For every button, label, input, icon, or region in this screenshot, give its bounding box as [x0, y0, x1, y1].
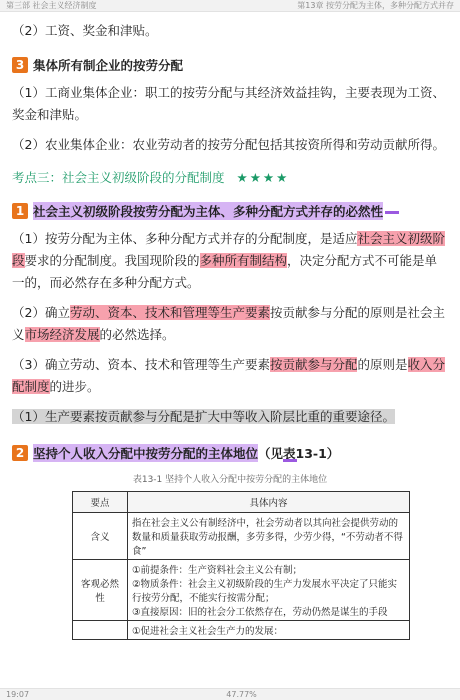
paragraph: （2）工资、奖金和津贴。 [12, 23, 158, 38]
page-content [0, 20, 460, 640]
section-number-badge: 1 [12, 203, 28, 219]
table-cell [128, 560, 410, 621]
section-heading [12, 202, 448, 220]
reader-header [0, 0, 460, 12]
text-run: 的必然选择。 [99, 327, 175, 342]
text-run: （2）确立 [12, 305, 70, 320]
highlight[interactable]: 收入分配制度 [12, 357, 446, 394]
highlight[interactable]: 多种所有制结构 [199, 253, 288, 268]
table-cell-line: ②物质条件：社会主义初级阶段的生产力发展水平决定了只能实行按劳分配，不能实行按需分配； [132, 579, 398, 604]
section-heading [12, 444, 448, 462]
exam-point-title: 考点三：社会主义初级阶段的分配制度 [12, 170, 225, 185]
text-run: （1）按劳分配为主体、多种分配方式并存的分配制度，是适应 [12, 231, 358, 246]
section-label: 第13章 按劳分配为主体，多种分配方式并存 [297, 1, 454, 10]
table-cell: 指在社会主义公有制经济中，社会劳动者以其向社会提供劳动的数量和质量获取劳动报酬，多劳多得，少劳少得，“不劳动者不得食” [128, 513, 410, 560]
table-cell-key [73, 621, 128, 640]
highlight[interactable]: 社会主义初级阶段 [12, 231, 445, 268]
table-cell: ①促进社会主义社会生产力的发展： [128, 621, 410, 640]
paragraph: （2）农业集体企业：农业劳动者的按劳分配包括其按资所得和劳动贡献所得。 [12, 137, 445, 152]
table-header-cell: 具体内容 [128, 492, 410, 513]
exam-point-heading [12, 168, 448, 186]
text-run: （3）确立劳动、资本、技术和管理等生产要素 [12, 357, 270, 372]
paragraph [12, 228, 448, 294]
paragraph [12, 354, 448, 398]
highlight[interactable]: 市场经济发展 [24, 327, 100, 342]
table-cell-key: 客观必然性 [73, 560, 128, 621]
table-header-cell: 要点 [73, 492, 128, 513]
table-cell-line: ③直接原因：旧的社会分工依然存在，劳动仍然是谋生的手段 [132, 607, 388, 618]
table-row [73, 560, 410, 621]
section-number-badge: 2 [12, 445, 28, 461]
section-number-badge: 3 [12, 57, 28, 73]
table-row [73, 513, 410, 560]
text-run: 的原则是 [357, 357, 408, 372]
paragraph: （1）工商业集体企业：职工的按劳分配与其经济效益挂钩，主要表现为工资、奖金和津贴。 [12, 85, 445, 122]
chapter-label: 第三部 社会主义经济制度 [6, 1, 97, 10]
highlight[interactable]: （1）生产要素按贡献参与分配是扩大中等收入阶层比重的重要途径。 [12, 409, 395, 424]
content-table [72, 491, 410, 640]
section-title: 社会主义初级阶段按劳分配为主体、多种分配方式并存的必然性 [33, 204, 384, 219]
section-title: 坚持个人收入分配中按劳分配的主体地位 [33, 446, 259, 461]
paragraph [12, 302, 448, 346]
text-run: 按贡献参与分配的原则是社会主义 [12, 305, 445, 342]
table-reference: （见表13-1） [258, 446, 340, 461]
table-caption: 表13-1 坚持个人收入分配中按劳分配的主体地位 [132, 475, 328, 485]
table-row [73, 621, 410, 640]
table-header-row [73, 492, 410, 513]
section-heading [12, 56, 448, 74]
text-run: 的进步。 [49, 379, 100, 394]
table-cell-key: 含义 [73, 513, 128, 560]
rating-stars: ★★★★ [236, 169, 290, 185]
reading-progress: 47.77% [226, 690, 257, 699]
table-cell-line: ①前提条件：生产资料社会主义公有制； [132, 565, 303, 576]
reader-footer [0, 688, 460, 700]
clock: 19:07 [6, 690, 30, 699]
text-run: ，决定分配方式不可能是单一的，而必然存在多种分配方式。 [12, 253, 438, 290]
annotation-marker-icon[interactable] [385, 208, 399, 214]
highlight[interactable]: 按贡献参与分配 [269, 357, 358, 372]
annotation-marker-icon[interactable] [283, 456, 297, 462]
paragraph [12, 406, 448, 428]
section-title: 集体所有制企业的按劳分配 [33, 58, 184, 73]
highlight[interactable]: 劳动、资本、技术和管理等生产要素 [69, 305, 270, 320]
text-run: 要求的分配制度。我国现阶段的 [24, 253, 200, 268]
